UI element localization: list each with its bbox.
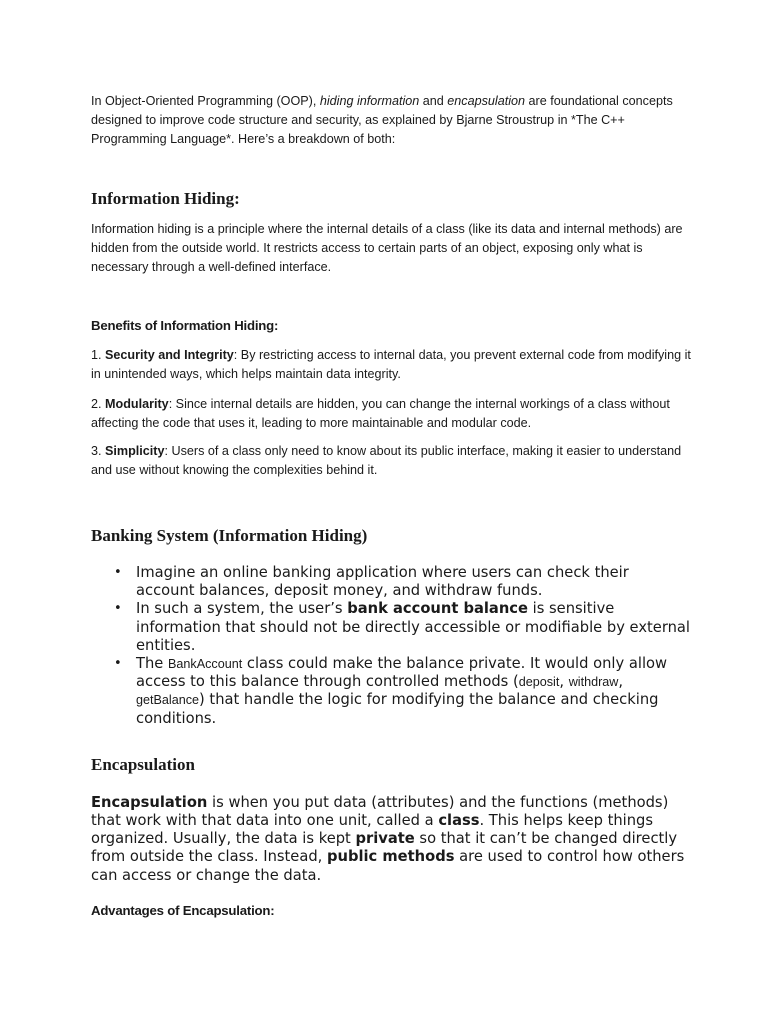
paragraph-text: is when you put data (attributes) and the functions (methods) that work with that data into one unit, called a [91, 793, 669, 830]
benefit-text: : Users of a class only need to know about its public interface, making it easier to understand and use without knowing the complexities behind it. [91, 444, 682, 477]
list-item [136, 564, 691, 600]
bullet-text: ) that handle the logic for modifying the balance and checking conditions. [136, 691, 659, 727]
bullet-bold-text: bank account balance [347, 600, 528, 618]
list-item [136, 600, 691, 655]
document-page [91, 92, 691, 920]
heading-advantages: Advantages of Encapsulation: [91, 902, 275, 918]
benefit-text: : By restricting access to internal data, you prevent external code from modifying it in unintended ways, which helps maintain data integrity. [91, 348, 691, 381]
bullet-text: , [618, 673, 624, 691]
method-name-code: withdraw [568, 675, 619, 690]
bullet-text: class could make the balance private. It would only allow access to this balance through controlled methods ( [136, 655, 668, 691]
intro-emphasis-hiding: hiding information [319, 94, 420, 108]
intro-text: and [419, 94, 448, 108]
bullet-text: , [559, 673, 569, 691]
bold-term: public methods [326, 848, 455, 866]
heading-information-hiding: Information Hiding: [91, 189, 240, 208]
bold-term: private [355, 830, 415, 848]
bold-term: class [438, 812, 480, 830]
bullet-text: is sensitive information that should not be directly accessible or modifiable by external entities. [136, 600, 690, 654]
list-item [136, 655, 691, 728]
intro-emphasis-encapsulation: encapsulation [447, 94, 526, 108]
benefit-number: 1. [91, 348, 106, 362]
paragraph-text: . This helps keep things organized. Usually, the data is kept [91, 812, 654, 848]
benefit-term: Security and Integrity [105, 348, 234, 362]
benefit-number: 3. [91, 444, 106, 458]
paragraph-text: are used to control how others can access or change the data. [91, 848, 685, 884]
benefit-item [91, 395, 691, 433]
encapsulation-paragraph [91, 794, 691, 885]
heading-banking-system: Banking System (Information Hiding) [91, 526, 368, 545]
bullet-text: The [136, 655, 168, 673]
method-name-code: deposit [518, 675, 560, 690]
bullet-text: Imagine an online banking application where users can check their account balances, deposit money, and withdraw funds. [136, 564, 629, 600]
heading-benefits: Benefits of Information Hiding: [91, 318, 279, 333]
method-name-code: getBalance [136, 693, 200, 708]
benefit-item [91, 442, 691, 480]
paragraph-text: so that it can’t be changed directly from outside the class. Instead, [91, 830, 678, 866]
bullet-text: In such a system, the user’s [136, 600, 348, 618]
heading-encapsulation: Encapsulation [91, 754, 195, 774]
benefit-term: Modularity [105, 397, 169, 411]
benefit-text: : Since internal details are hidden, you can change the internal workings of a class without affecting the code that uses it, leading to more maintainable and modular code. [91, 397, 670, 430]
intro-text: In Object-Oriented Programming (OOP), [91, 94, 320, 108]
intro-paragraph [91, 92, 691, 149]
benefit-item [91, 346, 691, 384]
bold-term: Encapsulation [91, 793, 208, 811]
intro-text: are foundational concepts designed to improve code structure and security, as explained by Bjarne Stroustrup in *The C++ Programming Language*. Here’s a breakdown of both: [91, 94, 673, 146]
information-hiding-paragraph: Information hiding is a principle where the internal details of a class (like its data and internal methods) are hidden from the outside world. It restricts access to certain parts of an object, exposing only what is necessary through a well-defined interface. [91, 222, 683, 274]
class-name-code: BankAccount [168, 657, 243, 672]
banking-bullet-list [91, 564, 691, 728]
benefit-number: 2. [91, 397, 106, 411]
benefit-term: Simplicity [105, 444, 165, 458]
